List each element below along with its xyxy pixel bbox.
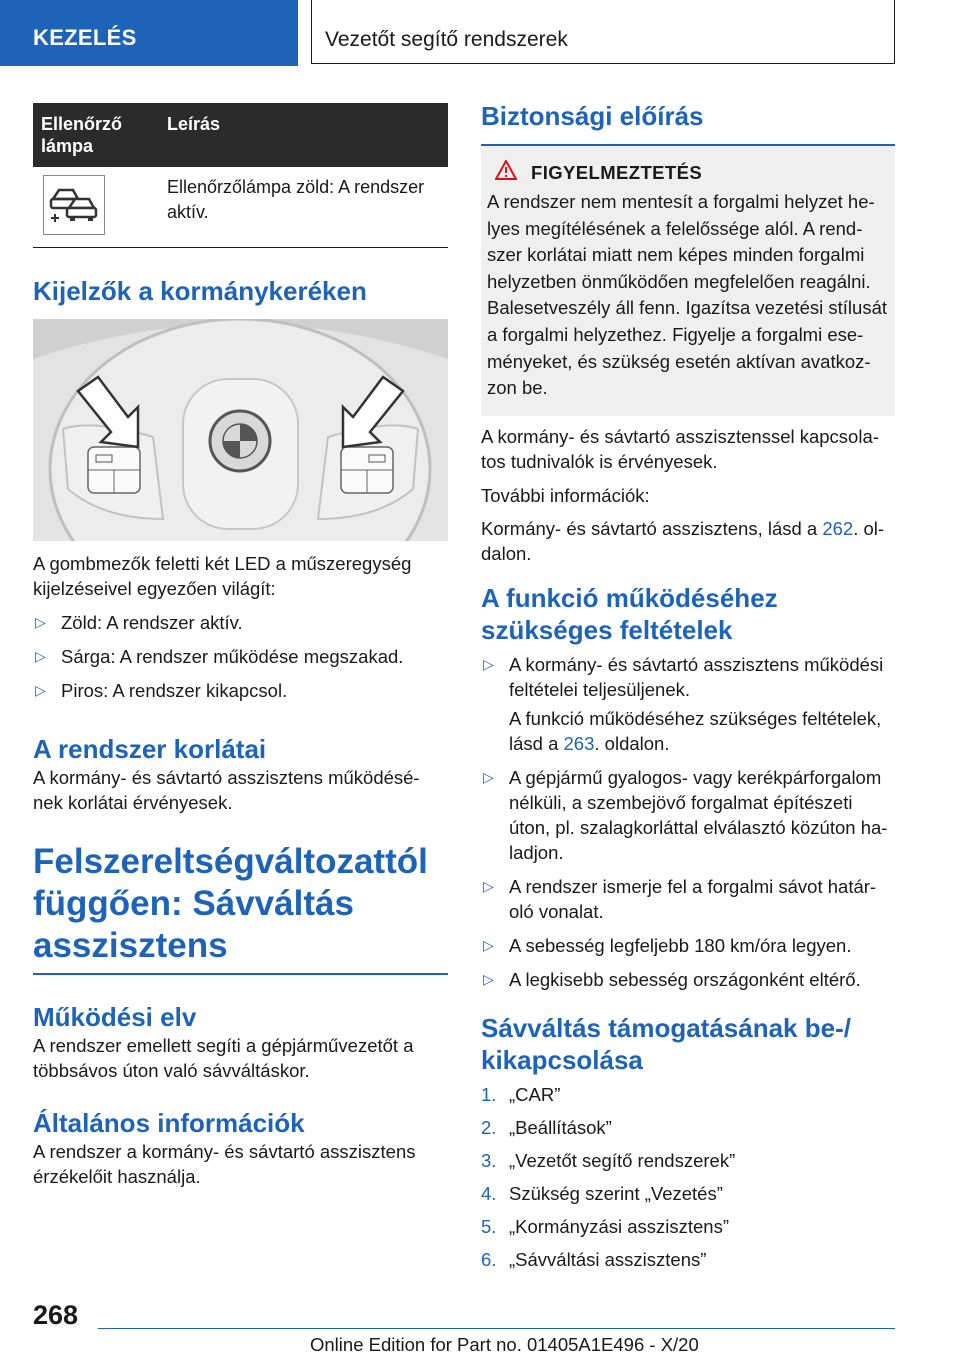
lamp-table <box>33 103 448 248</box>
list-item: ▷ A gépjármű gyalogos- vagy kerékpárforgalom nélküli, a szembejövő forgalmat építészeti úton, pl. szalagkorláttal elválasztó közúton ha-ladjon. <box>483 766 888 863</box>
general-heading: Általános információk <box>33 1108 305 1138</box>
display-intro: A gombmezők feletti két LED a műszeregység kijelzéseivel egyezően világít: <box>33 553 412 599</box>
step-item: 5. „Kormányzási asszisztens” <box>481 1215 730 1237</box>
section-tab: KEZELÉS <box>0 0 298 66</box>
main-title: Felszereltségváltozattól függően: Sávváltás asszisztens <box>33 842 428 965</box>
warning-text: A rendszer nem mentesít a forgalmi helyzet he-lyes megítélésének a felelőssége alól. A rend-szer korlátai miatt nem képes minden forgalmi helyzetben önműködően megfelelően reagálni. Balesetveszély áll fenn. Igazítsa vezetési stílusát a forgalmi helyzethez. Figyelje a forgalmi ese-ményeket, és szükség esetén aktívan avatkoz-zon be. <box>487 191 888 399</box>
condition-subtext: A funkció működéséhez szükséges feltételek, lásd a 263. oldalon. <box>509 707 882 754</box>
triangle-bullet-icon: ▷ <box>483 936 494 953</box>
step-item: 4. Szükség szerint „Vezetés” <box>481 1182 723 1204</box>
triangle-bullet-icon: ▷ <box>483 655 494 672</box>
step-item: 1. „CAR” <box>481 1083 561 1105</box>
triangle-bullet-icon: ▷ <box>35 682 46 698</box>
main-title-block <box>33 841 448 975</box>
safety-heading-block <box>481 100 895 146</box>
principle-heading: Működési elv <box>33 1002 197 1032</box>
left-column <box>33 103 448 1189</box>
list-item: ▷ Sárga: A rendszer működése megszakad. <box>35 646 404 667</box>
list-item: ▷ A legkisebb sebesség országonként eltérő. <box>483 968 861 990</box>
list-item: ▷ A sebesség legfeljebb 180 km/óra legyen. <box>483 934 852 956</box>
general-text: A rendszer a kormány- és sávtartó asszisztens érzékelőit használja. <box>33 1141 416 1187</box>
triangle-bullet-icon: ▷ <box>483 768 494 785</box>
toggle-steps <box>481 1082 895 1280</box>
led-status-list <box>33 610 448 712</box>
limits-heading: A rendszer korlátai <box>33 734 267 764</box>
right-column <box>481 100 895 1280</box>
page-number: 268 <box>33 1300 79 1330</box>
chapter-title: Vezetőt segítő rendszerek <box>311 0 895 64</box>
table-row <box>33 167 448 248</box>
triangle-bullet-icon: ▷ <box>483 877 494 894</box>
footer-divider <box>98 1328 895 1329</box>
triangle-bullet-icon: ▷ <box>35 614 46 630</box>
list-item: ▷ Piros: A rendszer kikapcsol. <box>35 680 288 701</box>
page-link-262[interactable]: 262 <box>822 517 854 539</box>
page-header <box>0 0 960 66</box>
toggle-heading: Sávváltás támogatásának be-/ kikapcsolása <box>481 1012 851 1075</box>
list-item: ▷ A kormány- és sávtartó asszisztens működési feltételei teljesüljenek. A funkció működéséhez szükséges feltételek, lásd a 263. oldalon. <box>481 652 895 756</box>
warning-triangle-icon <box>495 160 517 185</box>
lamp-table-header <box>33 103 448 167</box>
more-info-label: További információk: <box>481 484 650 506</box>
conditions-heading: A funkció működéséhez szükséges feltételek <box>481 582 778 645</box>
cross-reference: Kormány- és sávtartó asszisztens, lásd a 262. ol-dalon. <box>481 517 885 564</box>
triangle-bullet-icon: ▷ <box>483 970 494 987</box>
display-heading: Kijelzők a kormánykeréken <box>33 276 367 306</box>
lane-change-assistant-icon <box>43 175 105 235</box>
list-item: ▷ A rendszer ismerje fel a forgalmi sávot határ-oló vonalat. <box>483 875 877 922</box>
lamp-description: Ellenőrzőlámpa zöld: A rendszer aktív. <box>159 167 448 248</box>
lamp-cell <box>33 167 159 248</box>
safety-note: A kormány- és sávtartó asszisztenssel kapcsola-tos tudnivalók is érvényesek. <box>481 425 879 472</box>
page-link-263[interactable]: 263 <box>563 732 595 754</box>
safety-heading: Biztonsági előírás <box>481 101 704 131</box>
edition-footer: Online Edition for Part no. 01405A1E496 - X/20 <box>310 1334 699 1355</box>
limits-text: A kormány- és sávtartó asszisztens működésé-nek korlátai érvényesek. <box>33 767 420 813</box>
list-item: ▷ Zöld: A rendszer aktív. <box>35 612 243 633</box>
col-header-description: Leírás <box>159 103 448 167</box>
conditions-list <box>481 652 895 992</box>
step-item: 3. „Vezetőt segítő rendszerek” <box>481 1149 736 1171</box>
warning-box <box>481 146 895 416</box>
step-item: 2. „Beállítások” <box>481 1116 612 1138</box>
col-header-lamp: Ellenőrző lámpa <box>33 103 159 167</box>
triangle-bullet-icon: ▷ <box>35 648 46 664</box>
step-item: 6. „Sávváltási asszisztens” <box>481 1248 707 1270</box>
principle-text: A rendszer emellett segíti a gépjárművezetőt a többsávos úton való sávváltáskor. <box>33 1035 414 1081</box>
steering-wheel-figure <box>33 319 448 541</box>
warning-title: FIGYELMEZTETÉS <box>487 160 887 185</box>
